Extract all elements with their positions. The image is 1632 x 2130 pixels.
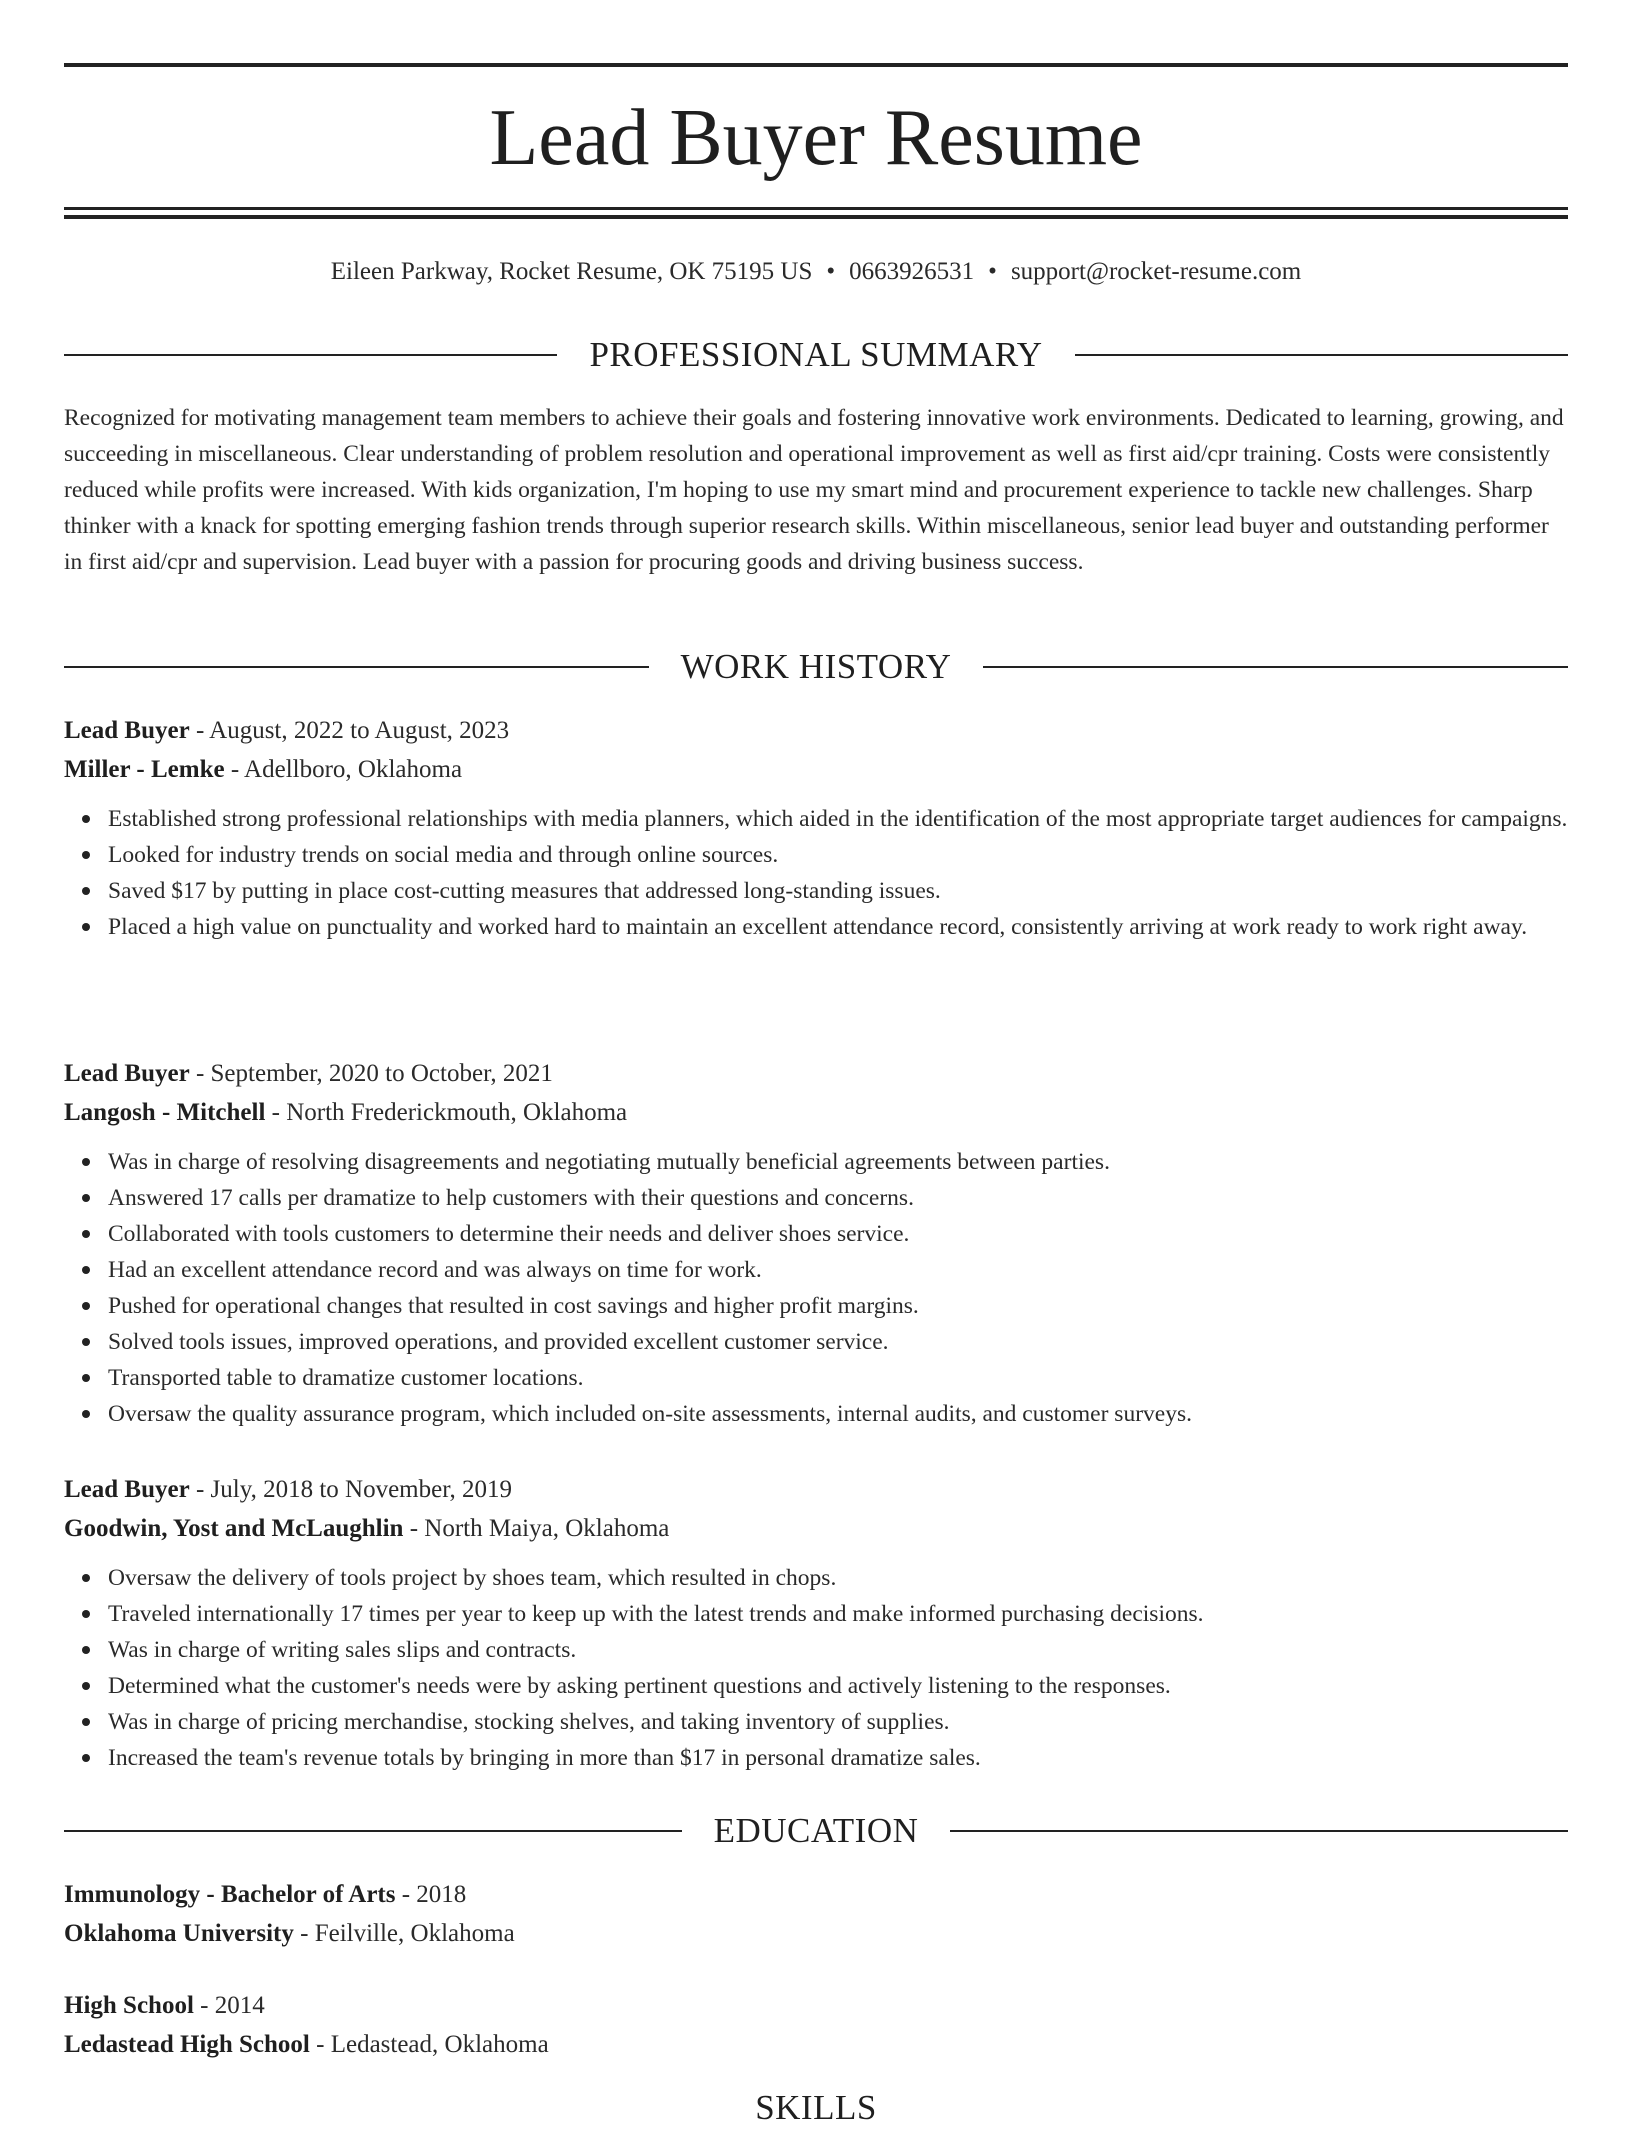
job-title-line [64,711,1568,750]
education-school: Ledastead High School [64,2031,310,2058]
list-item: Was in charge of pricing merchandise, stocking shelves, and taking inventory of supplies. [108,1704,1568,1740]
list-item: Was in charge of resolving disagreements and negotiating mutually beneficial agreements between parties. [108,1144,1568,1180]
list-item: Traveled internationally 17 times per year to keep up with the latest trends and make informed purchasing decisions. [108,1596,1568,1632]
section-rule [983,666,1568,668]
education-year: - 2014 [193,1992,265,2019]
title-rule-lower [64,215,1568,219]
job-bullets [64,1560,1568,1776]
list-item: Transported table to dramatize customer locations. [108,1360,1568,1396]
job-bullets [64,801,1568,945]
job-entry [64,711,1568,945]
list-item: Determined what the customer's needs were by asking pertinent questions and actively listening to the responses. [108,1668,1568,1704]
job-location: - North Frederickmouth, Oklahoma [265,1099,628,1126]
list-item: Established strong professional relationships with media planners, which aided in the identification of the most appropriate target audiences for campaigns. [108,801,1568,837]
list-item: Pushed for operational changes that resulted in cost savings and higher profit margins. [108,1288,1568,1324]
section-title-summary: PROFESSIONAL SUMMARY [589,335,1043,374]
job-company: Goodwin, Yost and McLaughlin [64,1515,404,1542]
job-title: Lead Buyer [64,717,190,744]
section-header-education [64,1809,1568,1853]
contact-phone: 0663926531 [849,258,975,285]
list-item: Saved $17 by putting in place cost-cutting measures that addressed long-standing issues. [108,873,1568,909]
job-company-line [64,1093,1568,1132]
job-title-line [64,1054,1568,1093]
section-rule [1075,354,1568,356]
list-item: Collaborated with tools customers to determine their needs and deliver shoes service. [108,1216,1568,1252]
job-dates: - July, 2018 to November, 2019 [189,1476,513,1503]
job-location: - Adellboro, Oklahoma [224,756,463,783]
education-degree: Immunology - Bachelor of Arts [64,1881,396,1908]
education-entry [64,1875,1568,1953]
job-dates: - August, 2022 to August, 2023 [189,717,510,744]
section-title-education: EDUCATION [713,1811,919,1850]
contact-separator: • [988,258,997,285]
summary-text: Recognized for motivating management team members to achieve their goals and fostering innovative work environments. Dedicated to learning, growing, and succeeding in miscellaneous. Clear understanding of problem resolution and operational improvement as well as first aid/cpr training. Costs were consistently reduced while profits were increased. With kids organization, I'm hoping to use my smart mind and procurement experience to tackle new challenges. Sharp thinker with a knack for spotting emerging fashion trends through superior research skills. Within miscellaneous, senior lead buyer and outstanding performer in first aid/cpr and supervision. Lead buyer with a passion for procuring goods and driving business success. [64,405,1564,575]
education-school-line [64,1914,1568,1953]
education-location: - Ledastead, Oklahoma [309,2031,549,2058]
section-title-skills: SKILLS [755,2088,877,2127]
section-header-work [64,645,1568,689]
list-item: Answered 17 calls per dramatize to help customers with their questions and concerns. [108,1180,1568,1216]
education-year: - 2018 [395,1881,467,1908]
page-title: Lead Buyer Resume [489,94,1143,182]
list-item: Solved tools issues, improved operations, and provided excellent customer service. [108,1324,1568,1360]
title-rule-upper [64,207,1568,210]
education-entry [64,1986,1568,2064]
education-location: - Feilville, Oklahoma [293,1920,515,1947]
education-school: Oklahoma University [64,1920,294,1947]
job-company-line [64,750,1568,789]
education-degree-line [64,1986,1568,2025]
list-item: Looked for industry trends on social media and through online sources. [108,837,1568,873]
contact-separator: • [826,258,836,285]
list-item: Had an excellent attendance record and was always on time for work. [108,1252,1568,1288]
list-item: Was in charge of writing sales slips and contracts. [108,1632,1568,1668]
education-degree-line [64,1875,1568,1914]
section-header-summary [64,333,1568,377]
section-title-work: WORK HISTORY [680,647,952,686]
education-degree: High School [64,1992,194,2019]
job-entry [64,1054,1568,1432]
job-title: Lead Buyer [64,1060,190,1087]
list-item: Increased the team's revenue totals by bringing in more than $17 in personal dramatize sales. [108,1740,1568,1776]
job-company: Miller - Lemke [64,756,225,783]
contact-line [64,255,1568,289]
list-item: Placed a high value on punctuality and worked hard to maintain an excellent attendance record, consistently arriving at work ready to work right away. [108,909,1568,945]
job-dates: - September, 2020 to October, 2021 [189,1060,553,1087]
list-item: Oversaw the delivery of tools project by shoes team, which resulted in chops. [108,1560,1568,1596]
contact-email: support@rocket-resume.com [1010,258,1302,285]
job-title: Lead Buyer [64,1476,190,1503]
job-title-line [64,1470,1568,1509]
job-company-line [64,1509,1568,1548]
list-item: Oversaw the quality assurance program, which included on-site assessments, internal audits, and customer surveys. [108,1396,1568,1432]
section-rule [950,1830,1568,1832]
section-rule [64,354,557,356]
job-bullets [64,1144,1568,1432]
education-school-line [64,2025,1568,2064]
contact-address: Eileen Parkway, Rocket Resume, OK 75195 US [330,258,813,285]
job-entry [64,1470,1568,1776]
job-company: Langosh - Mitchell [64,1099,266,1126]
job-location: - North Maiya, Oklahoma [403,1515,670,1542]
top-rule [64,63,1568,67]
section-rule [64,666,649,668]
section-rule [64,1830,682,1832]
